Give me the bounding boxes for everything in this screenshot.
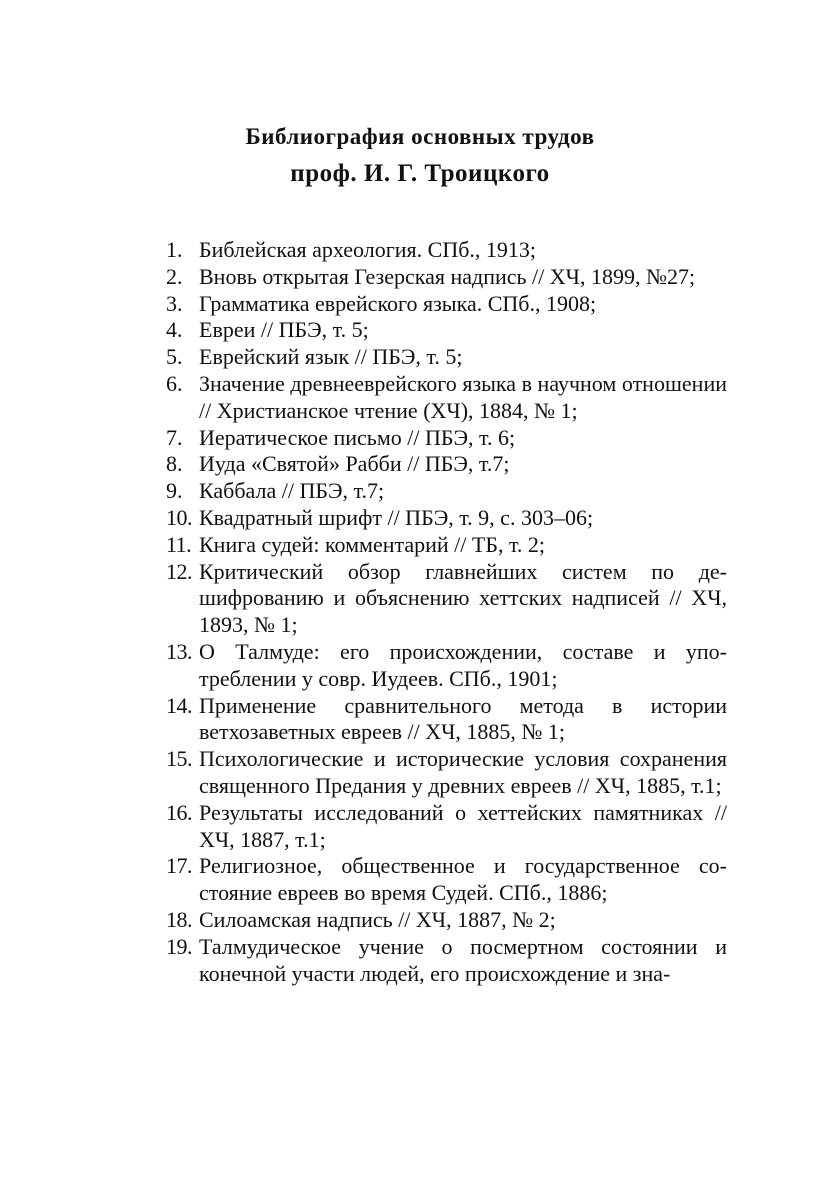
entry-text: Библейская археология. СПб., 1913;	[199, 237, 537, 262]
entry-number: 14.	[166, 692, 192, 718]
title-line-1: Библиография основных трудов	[245, 124, 595, 149]
bibliography-entry	[166, 693, 727, 747]
bibliography-entry	[166, 746, 727, 800]
bibliography-entry	[166, 264, 727, 291]
bibliography-entry	[166, 425, 727, 452]
bibliography-entry	[166, 800, 727, 854]
entry-text: Иератическое письмо // ПБЭ, т. 6;	[199, 424, 516, 450]
entry-text: Евреи // ПБЭ, т. 5;	[199, 317, 369, 343]
entry-text: Квадратный шрифт // ПБЭ, т. 9, с. 303–06;	[199, 504, 594, 530]
entry-number: 13.	[166, 638, 192, 664]
entry-text: Книга судей: комментарий // ТБ, т. 2;	[199, 531, 546, 557]
entry-number: 17.	[166, 853, 192, 879]
bibliography-entry	[166, 934, 727, 988]
bibliography-entry	[166, 478, 727, 505]
bibliography-entry	[166, 317, 727, 344]
entry-number: 6.	[166, 370, 183, 396]
entry-text: Грамматика еврейского языка. СПб., 1908;	[199, 290, 597, 316]
bibliography-entry	[166, 853, 727, 907]
bibliography-entry	[166, 344, 727, 371]
entry-number: 15.	[166, 746, 192, 772]
bibliography-entry	[166, 559, 727, 639]
entry-number: 3.	[166, 290, 183, 316]
entry-number: 18.	[166, 906, 192, 932]
entry-text: О Талмуде: его происхождении, составе и употреблении у совр. Иудеев. СПб., 1901;	[199, 638, 727, 691]
bibliography-entry	[166, 451, 727, 478]
page-title	[0, 118, 840, 192]
entry-text: Результаты исследований о хеттейских памятниках // ХЧ, 1887, т.1;	[199, 799, 727, 852]
entry-text: Вновь открытая Гезерская надпись // ХЧ, 1899, №27;	[199, 263, 696, 289]
bibliography-entry	[166, 505, 727, 532]
entry-text: Критический обзор главнейших систем по дешифрованию и объяснению хеттских надписей // ХЧ, 1893, № 1;	[199, 558, 727, 638]
entry-number: 11.	[166, 531, 192, 557]
entry-text: Талмудическое учение о посмертном состоянии и конечной участи людей, его происхождение и зна-	[199, 933, 727, 986]
bibliography-entry	[166, 291, 727, 318]
entry-number: 12.	[166, 558, 192, 584]
entry-number: 9.	[166, 478, 183, 504]
entry-number: 10.	[166, 504, 192, 530]
entry-text: Еврейский язык // ПБЭ, т. 5;	[199, 344, 463, 370]
bibliography-entry	[166, 532, 727, 559]
entry-number: 7.	[166, 424, 183, 450]
entry-number: 1.	[166, 237, 183, 262]
bibliography-list	[166, 237, 727, 987]
entry-text: Каббала // ПБЭ, т.7;	[199, 478, 385, 504]
entry-number: 16.	[166, 799, 192, 825]
title-line-2: проф. И. Г. Троицкого	[290, 160, 550, 187]
entry-number: 19.	[166, 933, 192, 959]
entry-text: Силоамская надпись // ХЧ, 1887, № 2;	[199, 906, 556, 932]
bibliography-entry	[166, 371, 727, 425]
entry-text: Религиозное, общественное и государственное состояние евреев во время Судей. СПб., 1886;	[199, 853, 727, 906]
bibliography-entry	[166, 237, 727, 264]
entry-text: Применение сравнительного метода в истории ветхозаветных евреев // ХЧ, 1885, № 1;	[199, 692, 727, 745]
bibliography-entry	[166, 907, 727, 934]
bibliography-entry	[166, 639, 727, 693]
entry-text: Значение древнееврейского языка в научном отношении // Христианское чтение (ХЧ), 1884, № 1;	[199, 370, 727, 423]
entry-number: 4.	[166, 317, 183, 343]
entry-text: Психологические и исторические условия сохранения священного Предания у древних евреев // ХЧ, 1885, т.1;	[199, 746, 727, 798]
entry-number: 8.	[166, 451, 183, 477]
entry-number: 2.	[166, 263, 183, 289]
entry-text: Иуда «Святой» Рабби // ПБЭ, т.7;	[199, 451, 510, 477]
entry-number: 5.	[166, 344, 183, 370]
